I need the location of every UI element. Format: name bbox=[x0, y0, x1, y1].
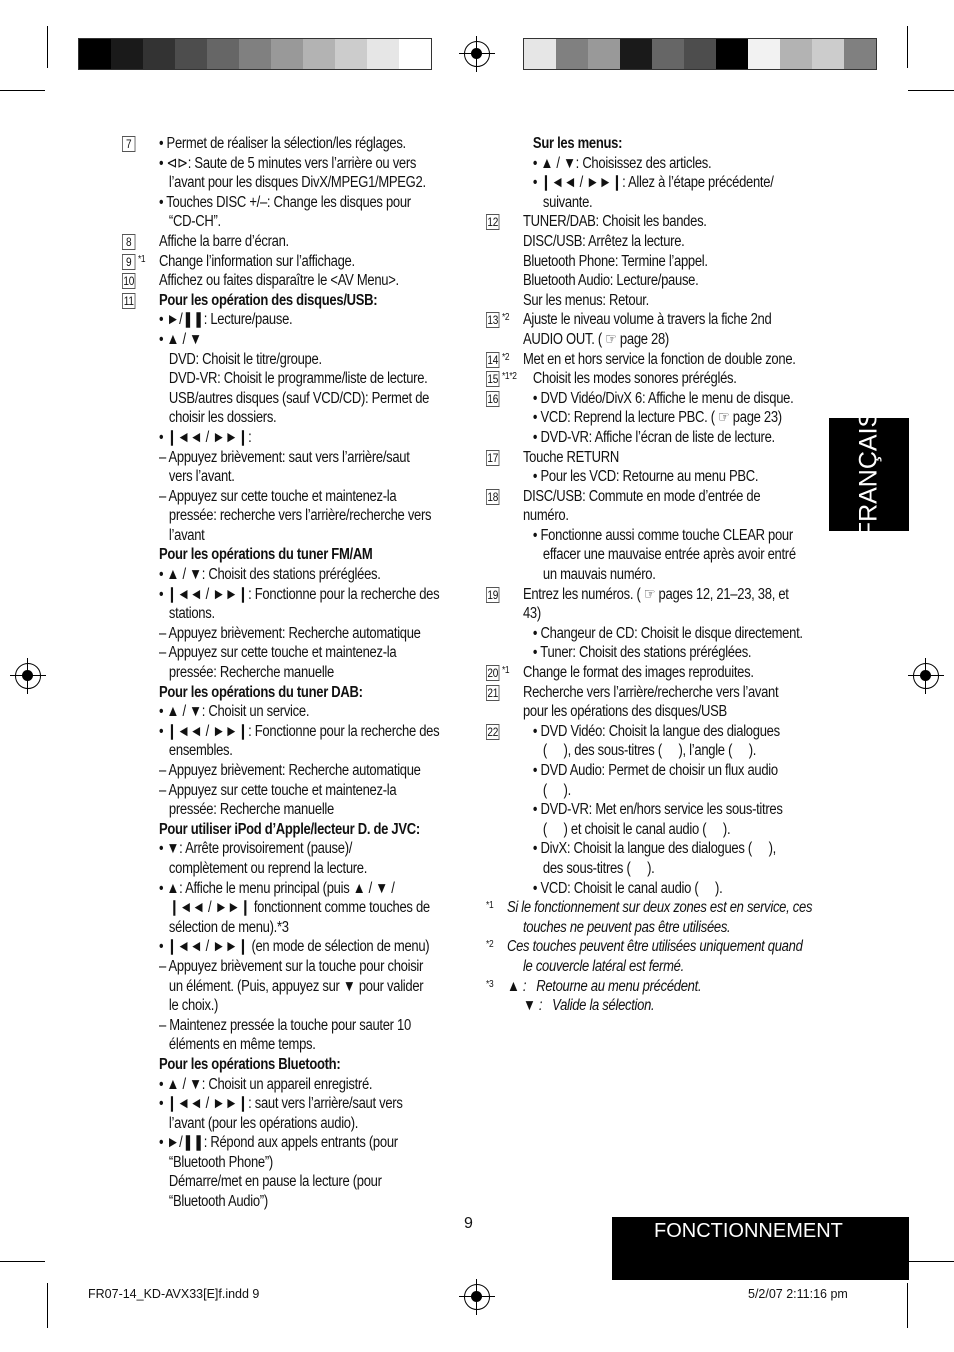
text-line bbox=[486, 663, 830, 683]
text-line bbox=[486, 839, 830, 859]
text-line bbox=[486, 173, 830, 193]
text-line bbox=[486, 741, 830, 761]
line-text: • ▲ / ▼: Choisissez des articles. bbox=[522, 154, 712, 172]
line-text: des sous-titres ( ). bbox=[522, 859, 655, 877]
line-text: Sur les menus: bbox=[522, 135, 623, 152]
footnote-marker: *3 bbox=[486, 978, 494, 990]
text-line bbox=[486, 408, 830, 428]
line-text: • ►/❚❚: Répond aux appels entrants (pour bbox=[158, 1134, 398, 1152]
text-line bbox=[486, 977, 830, 997]
text-line bbox=[486, 604, 830, 624]
text-line bbox=[122, 330, 458, 350]
text-line bbox=[122, 996, 458, 1016]
footnote-marker: *2 bbox=[501, 351, 510, 363]
text-line bbox=[486, 918, 830, 938]
line-text: le couvercle latéral est fermé. bbox=[522, 957, 684, 975]
text-line bbox=[122, 134, 458, 154]
item-number: 13 bbox=[487, 313, 499, 328]
text-line bbox=[122, 487, 458, 507]
item-number: 16 bbox=[487, 391, 499, 406]
line-text: • DVD Audio: Permet de choisir un flux audio bbox=[522, 762, 778, 779]
color-swatch bbox=[335, 39, 367, 69]
text-line bbox=[122, 604, 458, 624]
text-line bbox=[486, 643, 830, 663]
line-text: TUNER/DAB: Choisit les bandes. bbox=[522, 213, 707, 231]
text-line bbox=[122, 624, 458, 644]
color-swatch bbox=[588, 39, 620, 69]
text-line bbox=[122, 448, 458, 468]
text-line bbox=[122, 1055, 458, 1075]
item-number: 8 bbox=[122, 234, 135, 250]
line-text: complètement ou reprend la lecture. bbox=[158, 859, 368, 877]
line-text: – Appuyez sur cette touche et maintenez-la bbox=[158, 781, 397, 799]
text-line bbox=[122, 232, 458, 252]
line-text: Touche RETURN bbox=[522, 448, 619, 466]
color-bar-left bbox=[78, 38, 432, 70]
text-line bbox=[486, 526, 830, 546]
item-number: 20 bbox=[487, 666, 499, 681]
text-line bbox=[486, 389, 830, 409]
text-line bbox=[486, 859, 830, 879]
text-line bbox=[486, 820, 830, 840]
text-line bbox=[486, 350, 830, 370]
text-line bbox=[122, 252, 458, 272]
item-number: 12 bbox=[487, 215, 499, 230]
line-text: • ❙◄◄ / ►►❙: Fonctionne pour la recherche des bbox=[158, 722, 440, 740]
line-text: l’avant (pour les opérations audio). bbox=[158, 1114, 359, 1132]
color-swatch bbox=[79, 39, 111, 69]
text-line bbox=[122, 683, 458, 703]
line-text: – Appuyez sur cette touche et maintenez-la bbox=[158, 644, 397, 662]
line-text: pressée: Recherche manuelle bbox=[158, 664, 334, 682]
item-number: 7 bbox=[122, 136, 135, 152]
color-swatch bbox=[303, 39, 335, 69]
text-line bbox=[122, 977, 458, 997]
color-swatch bbox=[684, 39, 716, 69]
text-line bbox=[486, 330, 830, 350]
text-line bbox=[486, 467, 830, 487]
line-text: Bluetooth Phone: Termine l’appel. bbox=[522, 252, 708, 270]
footnote-marker: *2 bbox=[486, 939, 494, 951]
text-line bbox=[486, 310, 830, 330]
text-line bbox=[122, 291, 458, 311]
line-text: DVD: Choisit le titre/groupe. bbox=[158, 350, 322, 368]
text-line bbox=[486, 800, 830, 820]
line-text: USB/autres disques (sauf VCD/CD): Permet de bbox=[158, 389, 430, 407]
crop-mark bbox=[908, 1261, 954, 1262]
text-line bbox=[486, 369, 830, 389]
slug-date: 5/2/07 2:11:16 pm bbox=[748, 1287, 848, 1301]
text-line bbox=[122, 154, 458, 174]
text-line bbox=[122, 918, 458, 938]
text-line bbox=[122, 545, 458, 565]
line-text: “Bluetooth Phone”) bbox=[158, 1153, 273, 1171]
text-line bbox=[486, 702, 830, 722]
line-text: • Tuner: Choisit des stations préréglées. bbox=[522, 644, 752, 662]
text-line bbox=[122, 761, 458, 781]
line-text: éléments en même temps. bbox=[158, 1036, 316, 1054]
text-line bbox=[122, 1192, 458, 1212]
line-text: ( ), des sous-titres ( ), l’angle ( ). bbox=[522, 742, 757, 760]
line-text: • ❙◄◄ / ►►❙: saut vers l’arrière/saut vers bbox=[158, 1095, 403, 1113]
text-line bbox=[122, 506, 458, 526]
text-line bbox=[486, 898, 830, 918]
line-text: • ▲ / ▼ bbox=[158, 330, 202, 348]
line-text: – Appuyez brièvement: saut vers l’arrière/saut bbox=[158, 448, 410, 466]
text-line bbox=[486, 506, 830, 526]
line-text: Pour les opérations du tuner DAB: bbox=[158, 683, 363, 701]
color-swatch bbox=[399, 39, 431, 69]
color-swatch bbox=[271, 39, 303, 69]
line-text: • DVD Vidéo/DivX 6: Affiche le menu de disque. bbox=[522, 389, 794, 407]
line-text: • DivX: Choisit la langue des dialogues ( ), bbox=[522, 840, 776, 858]
text-line bbox=[122, 1114, 458, 1134]
line-text: l’avant bbox=[158, 526, 205, 544]
text-line bbox=[122, 643, 458, 663]
text-line bbox=[122, 1016, 458, 1036]
text-line bbox=[122, 350, 458, 370]
text-line bbox=[122, 428, 458, 448]
registration-mark-icon bbox=[464, 1284, 490, 1310]
text-line bbox=[122, 937, 458, 957]
item-number: 10 bbox=[123, 274, 135, 289]
line-text: touches ne peuvent pas être utilisées. bbox=[522, 918, 731, 936]
text-line bbox=[122, 1075, 458, 1095]
slug-file: FR07-14_KD-AVX33[E]f.indd 9 bbox=[88, 1287, 260, 1301]
footnote-marker: *1 bbox=[486, 900, 494, 912]
text-line bbox=[122, 741, 458, 761]
line-text: • ⊲⊳: Saute de 5 minutes vers l’arrière ou vers bbox=[158, 154, 417, 172]
line-text: un élément. (Puis, appuyez sur ▼ pour valider bbox=[158, 977, 424, 995]
left-column bbox=[122, 134, 458, 1212]
line-text: • ▲ / ▼: Choisit un appareil enregistré. bbox=[158, 1075, 373, 1093]
text-line bbox=[486, 545, 830, 565]
text-line bbox=[122, 467, 458, 487]
line-text: 43) bbox=[522, 605, 541, 623]
text-line bbox=[486, 232, 830, 252]
section-banner: FONCTIONNEMENT bbox=[612, 1217, 909, 1280]
line-text: • Touches DISC +/–: Change les disques pour bbox=[158, 193, 411, 211]
line-text: pressée: recherche vers l’arrière/recherche vers bbox=[158, 507, 432, 525]
crop-mark bbox=[0, 90, 45, 91]
footnote-marker: *2 bbox=[501, 312, 510, 324]
text-line bbox=[486, 683, 830, 703]
color-swatch bbox=[812, 39, 844, 69]
line-text: le choix.) bbox=[158, 997, 219, 1015]
text-line bbox=[486, 761, 830, 781]
text-line bbox=[122, 957, 458, 977]
language-tab bbox=[829, 410, 909, 538]
text-line bbox=[486, 154, 830, 174]
line-text: pour les opérations des disques/USB bbox=[522, 703, 727, 721]
line-text: • Changeur de CD: Choisit le disque directement. bbox=[522, 624, 803, 642]
line-text: • ▲ / ▼: Choisit un service. bbox=[158, 703, 310, 721]
footnote-marker: *1*2 bbox=[501, 371, 517, 383]
text-line bbox=[122, 310, 458, 330]
line-text: • DVD Vidéo: Choisit la langue des dialogues bbox=[522, 722, 780, 740]
text-line bbox=[486, 252, 830, 272]
text-line bbox=[486, 957, 830, 977]
line-text: Recherche vers l’arrière/recherche vers l’avant bbox=[522, 683, 779, 701]
line-text: suivante. bbox=[522, 193, 593, 211]
line-text: DISC/USB: Commute en mode d’entrée de bbox=[522, 487, 761, 505]
line-text: • ▼: Arrête provisoirement (pause)/ bbox=[158, 840, 353, 858]
line-text: ❙◄◄ / ►►❙ fonctionnent comme touches de bbox=[158, 899, 430, 917]
color-bar-right bbox=[523, 38, 877, 70]
item-number: 21 bbox=[487, 685, 499, 700]
line-text: – Maintenez pressée la touche pour sauter 10 bbox=[158, 1016, 411, 1034]
line-text: choisir les dossiers. bbox=[158, 409, 277, 427]
line-text: Pour les opération des disques/USB: bbox=[158, 291, 378, 309]
item-number: 18 bbox=[487, 489, 499, 504]
line-text: Change le format des images reproduites. bbox=[522, 664, 754, 682]
text-line bbox=[486, 134, 830, 154]
line-text: numéro. bbox=[522, 507, 569, 525]
line-text: Sur les menus: Retour. bbox=[522, 291, 649, 309]
line-text: • DVD-VR: Met en/hors service les sous-titres bbox=[522, 801, 783, 819]
line-text: pressée: Recherche manuelle bbox=[158, 801, 334, 819]
crop-mark bbox=[0, 1261, 45, 1262]
color-swatch bbox=[620, 39, 652, 69]
crop-mark bbox=[908, 90, 954, 91]
line-text: – Appuyez brièvement sur la touche pour choisir bbox=[158, 957, 424, 975]
text-line bbox=[122, 173, 458, 193]
line-text: • Fonctionne aussi comme touche CLEAR pour bbox=[522, 526, 793, 544]
line-text: un mauvais numéro. bbox=[522, 566, 656, 584]
text-line bbox=[486, 781, 830, 801]
text-line bbox=[486, 212, 830, 232]
line-text: Ces touches peuvent être utilisées uniquement quand bbox=[507, 938, 803, 956]
line-text: sélection de menu).*3 bbox=[158, 918, 289, 936]
text-line bbox=[122, 839, 458, 859]
line-text: l’avant pour les disques DivX/MPEG1/MPEG2. bbox=[158, 174, 426, 192]
line-text: • ►/❚❚: Lecture/pause. bbox=[158, 311, 293, 329]
line-text: • ❙◄◄ / ►►❙: bbox=[158, 428, 252, 446]
line-text: • Pour les VCD: Retourne au menu PBC. bbox=[522, 468, 759, 486]
line-text: DVD-VR: Choisit le programme/liste de lecture. bbox=[158, 370, 428, 388]
line-text: – Appuyez brièvement: Recherche automatique bbox=[158, 624, 421, 642]
color-swatch bbox=[111, 39, 143, 69]
text-line bbox=[122, 369, 458, 389]
text-line bbox=[122, 702, 458, 722]
line-text: • ▲: Affiche le menu principal (puis ▲ / ▼ / bbox=[158, 879, 395, 897]
text-line bbox=[122, 193, 458, 213]
line-text: Entrez les numéros. ( ☞ pages 12, 21–23, 38, et bbox=[522, 585, 789, 603]
text-line bbox=[486, 271, 830, 291]
text-line bbox=[486, 193, 830, 213]
line-text: AUDIO OUT. ( ☞ page 28) bbox=[522, 330, 669, 348]
text-line bbox=[486, 448, 830, 468]
line-text: ▲ : Retourne au menu précédent. bbox=[507, 977, 702, 995]
line-text: “CD-CH”. bbox=[158, 213, 221, 231]
text-line bbox=[122, 781, 458, 801]
right-column bbox=[486, 134, 830, 1016]
color-swatch bbox=[524, 39, 556, 69]
registration-mark-icon bbox=[464, 41, 490, 67]
crop-mark bbox=[47, 1283, 48, 1328]
text-line bbox=[486, 937, 830, 957]
text-line bbox=[122, 1172, 458, 1192]
registration-mark-icon bbox=[15, 663, 41, 689]
color-swatch bbox=[143, 39, 175, 69]
line-text: Affiche la barre d’écran. bbox=[158, 232, 289, 250]
text-line bbox=[122, 663, 458, 683]
color-swatch bbox=[652, 39, 684, 69]
text-line bbox=[122, 585, 458, 605]
text-line bbox=[122, 526, 458, 546]
crop-mark bbox=[907, 1283, 908, 1328]
text-line bbox=[122, 820, 458, 840]
color-swatch bbox=[367, 39, 399, 69]
item-number: 22 bbox=[487, 724, 499, 739]
line-text: ( ) et choisit le canal audio ( ). bbox=[522, 820, 731, 838]
line-text: Démarre/met en pause la lecture (pour bbox=[158, 1173, 382, 1191]
text-line bbox=[486, 585, 830, 605]
text-line bbox=[122, 859, 458, 879]
text-line bbox=[122, 212, 458, 232]
item-number: 11 bbox=[123, 293, 134, 308]
text-line bbox=[486, 879, 830, 899]
line-text: vers l’avant. bbox=[158, 468, 235, 486]
text-line bbox=[122, 898, 458, 918]
line-text: ▼ : Valide la sélection. bbox=[522, 997, 655, 1015]
text-line bbox=[122, 722, 458, 742]
line-text: ensembles. bbox=[158, 742, 233, 760]
color-swatch bbox=[175, 39, 207, 69]
line-text: • VCD: Choisit le canal audio ( ). bbox=[522, 879, 723, 897]
item-number: 9 bbox=[122, 254, 135, 270]
color-swatch bbox=[780, 39, 812, 69]
color-swatch bbox=[716, 39, 748, 69]
line-text: Pour les opérations du tuner FM/AM bbox=[158, 546, 373, 564]
item-number: 15 bbox=[487, 372, 499, 387]
text-line bbox=[486, 428, 830, 448]
item-number: 19 bbox=[487, 587, 499, 602]
line-text: ( ). bbox=[522, 781, 571, 799]
color-swatch bbox=[239, 39, 271, 69]
text-line bbox=[122, 1153, 458, 1173]
line-text: • DVD-VR: Affiche l’écran de liste de lecture. bbox=[522, 428, 775, 446]
text-line bbox=[486, 722, 830, 742]
line-text: • ❙◄◄ / ►►❙: Fonctionne pour la recherche des bbox=[158, 585, 440, 603]
line-text: Affichez ou faites disparaître le <AV Menu>. bbox=[158, 272, 399, 290]
text-line bbox=[122, 565, 458, 585]
footnote-marker: *1 bbox=[501, 665, 510, 677]
text-line bbox=[122, 1035, 458, 1055]
line-text: Si le fonctionnement sur deux zones est en service, ces bbox=[507, 899, 813, 917]
line-text: • VCD: Reprend la lecture PBC. ( ☞ page 23) bbox=[522, 409, 782, 427]
line-text: Choisit les modes sonores préréglés. bbox=[522, 370, 737, 388]
text-line bbox=[122, 1133, 458, 1153]
line-text: Change l’information sur l’affichage. bbox=[158, 252, 355, 270]
line-text: effacer une mauvaise entrée après avoir entré bbox=[522, 546, 796, 564]
line-text: Pour les opérations Bluetooth: bbox=[158, 1055, 341, 1073]
line-text: Ajuste le niveau volume à travers la fiche 2nd bbox=[522, 311, 772, 329]
line-text: • ▲ / ▼: Choisit des stations préréglées. bbox=[158, 566, 381, 584]
text-line bbox=[486, 996, 830, 1016]
item-number: 17 bbox=[487, 450, 499, 465]
text-line bbox=[122, 389, 458, 409]
crop-mark bbox=[47, 26, 48, 68]
line-text: Met en et hors service la fonction de double zone. bbox=[522, 350, 796, 368]
text-line bbox=[122, 271, 458, 291]
page-number: 9 bbox=[464, 1215, 473, 1232]
color-swatch bbox=[207, 39, 239, 69]
line-text: DISC/USB: Arrêtez la lecture. bbox=[522, 232, 685, 250]
line-text: • ❙◄◄ / ►►❙: Allez à l’étape précédente/ bbox=[522, 174, 774, 192]
text-line bbox=[486, 624, 830, 644]
line-text: “Bluetooth Audio”) bbox=[158, 1193, 268, 1211]
color-swatch bbox=[844, 39, 876, 69]
line-text: • Permet de réaliser la sélection/les réglages. bbox=[158, 135, 406, 152]
language-tab-label: FRANÇAIS bbox=[854, 410, 883, 538]
line-text: Pour utiliser iPod d’Apple/lecteur D. de JVC: bbox=[158, 820, 420, 838]
line-text: – Appuyez brièvement: Recherche automatique bbox=[158, 762, 421, 779]
text-line bbox=[122, 408, 458, 428]
text-line bbox=[122, 800, 458, 820]
registration-mark-icon bbox=[913, 663, 939, 689]
line-text: Bluetooth Audio: Lecture/pause. bbox=[522, 272, 699, 290]
text-line bbox=[486, 291, 830, 311]
line-text: stations. bbox=[158, 605, 215, 623]
line-text: – Appuyez sur cette touche et maintenez-la bbox=[158, 487, 397, 505]
item-number: 14 bbox=[487, 352, 499, 367]
footnote-marker: *1 bbox=[137, 253, 146, 265]
text-line bbox=[122, 879, 458, 899]
text-line bbox=[122, 1094, 458, 1114]
line-text: • ❙◄◄ / ►►❙ (en mode de sélection de menu) bbox=[158, 938, 430, 956]
text-line bbox=[486, 487, 830, 507]
crop-mark bbox=[907, 26, 908, 68]
color-swatch bbox=[748, 39, 780, 69]
color-swatch bbox=[556, 39, 588, 69]
text-line bbox=[486, 565, 830, 585]
